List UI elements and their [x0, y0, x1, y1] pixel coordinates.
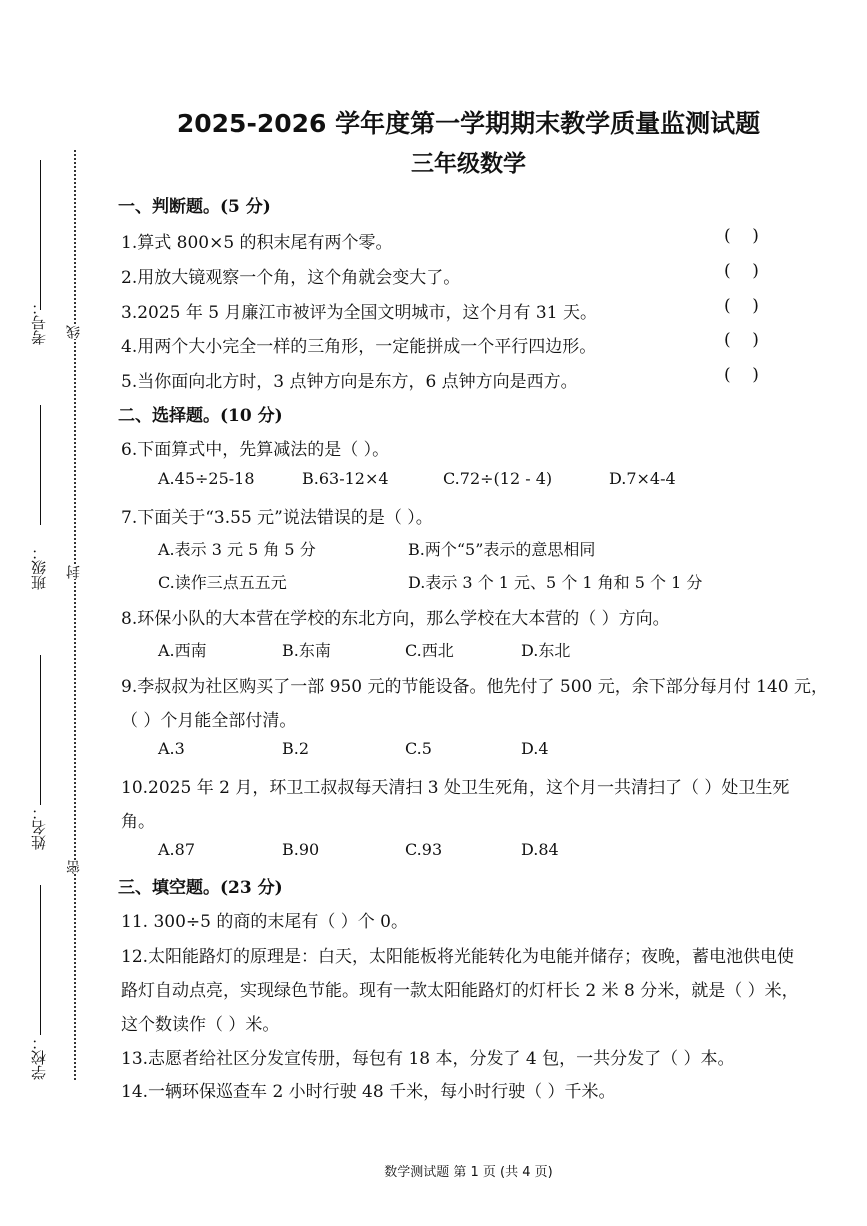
- class-line: [40, 405, 41, 525]
- fill-question-12: 12.太阳能路灯的原理是：白天，太阳能板将光能转化为电能并储存；夜晚，蓄电池供电使: [121, 947, 795, 967]
- school-line: [40, 885, 41, 1035]
- q9-option-c[interactable]: C.5: [405, 739, 432, 758]
- choice-question-9-cont: （ ）个月能全部付清。: [121, 711, 297, 731]
- judge-question-2: 2.用放大镜观察一个角，这个角就会变大了。: [121, 268, 461, 288]
- judge-question-5: 5.当你面向北方时，3 点钟方向是东方，6 点钟方向是西方。: [121, 372, 578, 392]
- q10-option-c[interactable]: C.93: [405, 840, 443, 859]
- q8-option-c[interactable]: C.西北: [405, 641, 454, 660]
- judge-answer-blank-5[interactable]: ( ): [724, 365, 759, 385]
- page-footer: 数学测试题 第 1 页 (共 4 页): [384, 1165, 553, 1180]
- q9-option-a[interactable]: A.3: [158, 739, 185, 758]
- judge-answer-blank-3[interactable]: ( ): [724, 296, 759, 316]
- name-label: 姓名：: [30, 805, 48, 850]
- q6-option-d[interactable]: D.7×4-4: [609, 469, 676, 488]
- judge-question-1: 1.算式 800×5 的积末尾有两个零。: [121, 233, 393, 253]
- q7-option-b[interactable]: B.两个“5”表示的意思相同: [408, 540, 596, 559]
- choice-question-6: 6.下面算式中，先算减法的是（ ）。: [121, 440, 390, 460]
- seal-mark-line: 线: [66, 325, 82, 339]
- judge-answer-blank-4[interactable]: ( ): [724, 330, 759, 350]
- choice-question-9: 9.李叔叔为社区购买了一部 950 元的节能设备。他先付了 500 元，余下部分每月付 140 元，: [121, 677, 828, 697]
- judge-question-3: 3.2025 年 5 月廉江市被评为全国文明城市，这个月有 31 天。: [121, 303, 597, 323]
- q9-option-d[interactable]: D.4: [521, 739, 549, 758]
- q7-option-c[interactable]: C.读作三点五五元: [158, 573, 287, 592]
- fill-question-13: 13.志愿者给社区分发宣传册，每包有 18 本，分发了 4 包，一共分发了（ ）本。: [121, 1049, 735, 1069]
- seal-mark-secret: 密: [66, 860, 82, 874]
- name-line: [40, 655, 41, 805]
- fill-question-12-cont-1: 路灯自动点亮，实现绿色节能。现有一款太阳能路灯的灯杆长 2 米 8 分米，就是（ ）米，: [121, 981, 799, 1001]
- exam-title: 2025-2026 学年度第一学期期末教学质量监测试题: [176, 109, 761, 138]
- seal-dotted-line: [74, 150, 76, 1080]
- choice-question-8: 8.环保小队的大本营在学校的东北方向，那么学校在大本营的（ ）方向。: [121, 609, 670, 629]
- seal-mark-seal: 封: [66, 565, 82, 579]
- section-choice-heading: 二、选择题。(10 分): [118, 406, 283, 426]
- q7-option-a[interactable]: A.表示 3 元 5 角 5 分: [158, 540, 316, 559]
- choice-question-7: 7.下面关于“3.55 元”说法错误的是（ ）。: [121, 508, 433, 528]
- q9-option-b[interactable]: B.2: [282, 739, 310, 758]
- choice-question-10-cont: 角。: [121, 812, 155, 832]
- fill-question-12-cont-2: 这个数读作（ ）米。: [121, 1015, 280, 1035]
- exam-subtitle: 三年级数学: [411, 151, 526, 177]
- choice-question-10: 10.2025 年 2 月，环卫工叔叔每天清扫 3 处卫生死角，这个月一共清扫了（ ）处卫生死: [121, 778, 790, 798]
- section-fill-heading: 三、填空题。(23 分): [118, 878, 283, 898]
- judge-answer-blank-2[interactable]: ( ): [724, 261, 759, 281]
- judge-answer-blank-1[interactable]: ( ): [724, 226, 759, 246]
- fill-question-14: 14.一辆环保巡查车 2 小时行驶 48 千米，每小时行驶（ ）千米。: [121, 1082, 616, 1102]
- q10-option-b[interactable]: B.90: [282, 840, 320, 859]
- section-judge-heading: 一、判断题。(5 分): [118, 197, 271, 217]
- q10-option-a[interactable]: A.87: [158, 840, 195, 859]
- q8-option-b[interactable]: B.东南: [282, 641, 331, 660]
- exam-no-line: [40, 160, 41, 310]
- judge-question-4: 4.用两个大小完全一样的三角形，一定能拼成一个平行四边形。: [121, 337, 597, 357]
- q8-option-a[interactable]: A.西南: [158, 641, 207, 660]
- q6-option-b[interactable]: B.63-12×4: [302, 469, 389, 488]
- q7-option-d[interactable]: D.表示 3 个 1 元、5 个 1 角和 5 个 1 分: [408, 573, 703, 592]
- q10-option-d[interactable]: D.84: [521, 840, 559, 859]
- class-label: 班级：: [30, 545, 48, 590]
- q6-option-c[interactable]: C.72÷(12 - 4): [443, 469, 553, 488]
- q6-option-a[interactable]: A.45÷25-18: [158, 469, 255, 488]
- fill-question-11: 11. 300÷5 的商的末尾有（ ）个 0。: [121, 912, 408, 932]
- exam-no-label: 考号：: [30, 300, 48, 345]
- q8-option-d[interactable]: D.东北: [521, 641, 571, 660]
- school-label: 学校：: [30, 1035, 48, 1080]
